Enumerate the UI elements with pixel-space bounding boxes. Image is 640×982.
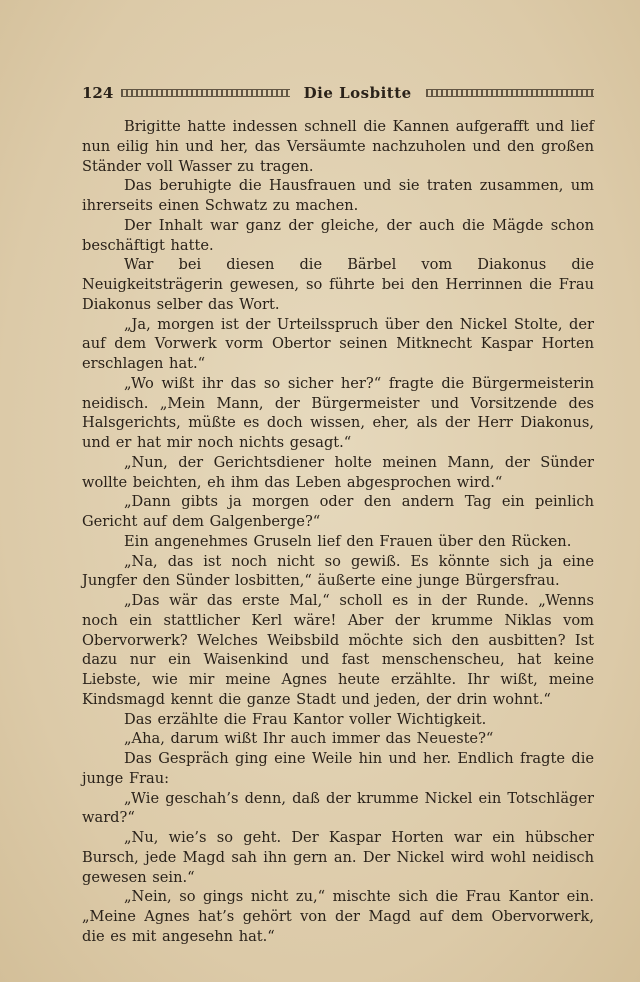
paragraph: „Nun, der Gerichtsdiener holte meinen Mann, der Sünder wollte beichten, eh ihm das Leben abgesprochen wird.“ [82, 453, 594, 491]
page-number: 124 [82, 84, 114, 102]
ornament-border-left [121, 89, 289, 97]
paragraph: „Nein, so gings nicht zu,“ mischte sich die Frau Kantor ein. „Meine Agnes hat’s gehört von der Magd auf dem Obervorwerk, die es mit angesehn hat.“ [82, 888, 594, 945]
paragraph: War bei diesen die Bärbel vom Diakonus die Neuigkeitsträgerin gewesen, so führte bei den Herrinnen die Frau Diakonus selber das Wort. [82, 256, 594, 313]
paragraph: Ein angenehmes Gruseln lief den Frauen über den Rücken. [124, 532, 572, 550]
paragraph: „Dann gibts ja morgen oder den andern Tag ein peinlich Gericht auf dem Galgenberge?“ [82, 493, 594, 530]
paragraph: „Aha, darum wißt Ihr auch immer das Neueste?“ [124, 730, 494, 748]
paragraph: Das Gespräch ging eine Weile hin und her. Endlich fragte die junge Frau: [82, 750, 594, 787]
paragraph: „Das wär das erste Mal,“ scholl es in der Runde. „Wenns noch ein stattlicher Kerl wäre! Aber der krumme Niklas vom Obervorwerk? Welches Weibsbild möchte sich den ausbitten? Ist dazu nur ein Waisenkind und fast menschenscheu, hat keine Liebste, wie mir meine Agnes heute erzählte. Ihr wißt, meine Kindsmagd kennt die ganze Stadt und jeden, der drin wohnt.“ [82, 592, 594, 708]
paragraph: „Nu, wie’s so geht. Der Kaspar Horten war ein hübscher Bursch, jede Magd sah ihn gern an. Der Nickel wird wohl neidisch gewesen sein.“ [82, 829, 594, 886]
running-title: Die Losbitte [303, 84, 412, 102]
paragraph: „Na, das ist noch nicht so gewiß. Es könnte sich ja eine Jungfer den Sünder losbitten,“ äußerte eine junge Bürgersfrau. [82, 552, 594, 590]
page-header [82, 82, 594, 104]
paragraph: Brigitte hatte indessen schnell die Kannen aufgerafft und lief nun eilig hin und her, das Versäumte nachzuholen und den großen Ständer voll Wasser zu tragen. [82, 118, 594, 175]
paragraph: „Wie geschah’s denn, daß der krumme Nickel ein Totschläger ward?“ [82, 789, 594, 827]
paragraph: Das erzählte die Frau Kantor voller Wichtigkeit. [124, 710, 487, 728]
body-text [82, 117, 594, 947]
paragraph: „Ja, morgen ist der Urteilsspruch über den Nickel Stolte, der auf dem Vorwerk vorm Obertor seinen Mitknecht Kaspar Horten erschlagen hat.“ [82, 315, 594, 372]
paragraph: „Wo wißt ihr das so sicher her?“ fragte die Bürgermeisterin neidisch. „Mein Mann, der Bürgermeister und Vorsitzende des Halsgerichts, müßte es doch wissen, eher, als der Herr Diakonus, und er hat mir noch nichts gesagt.“ [82, 374, 594, 451]
paragraph: Das beruhigte die Hausfrauen und sie traten zusammen, um ihrerseits einen Schwatz zu machen. [82, 177, 594, 214]
ornament-border-right [426, 89, 594, 97]
paragraph: Der Inhalt war ganz der gleiche, der auch die Mägde schon beschäftigt hatte. [82, 216, 594, 254]
